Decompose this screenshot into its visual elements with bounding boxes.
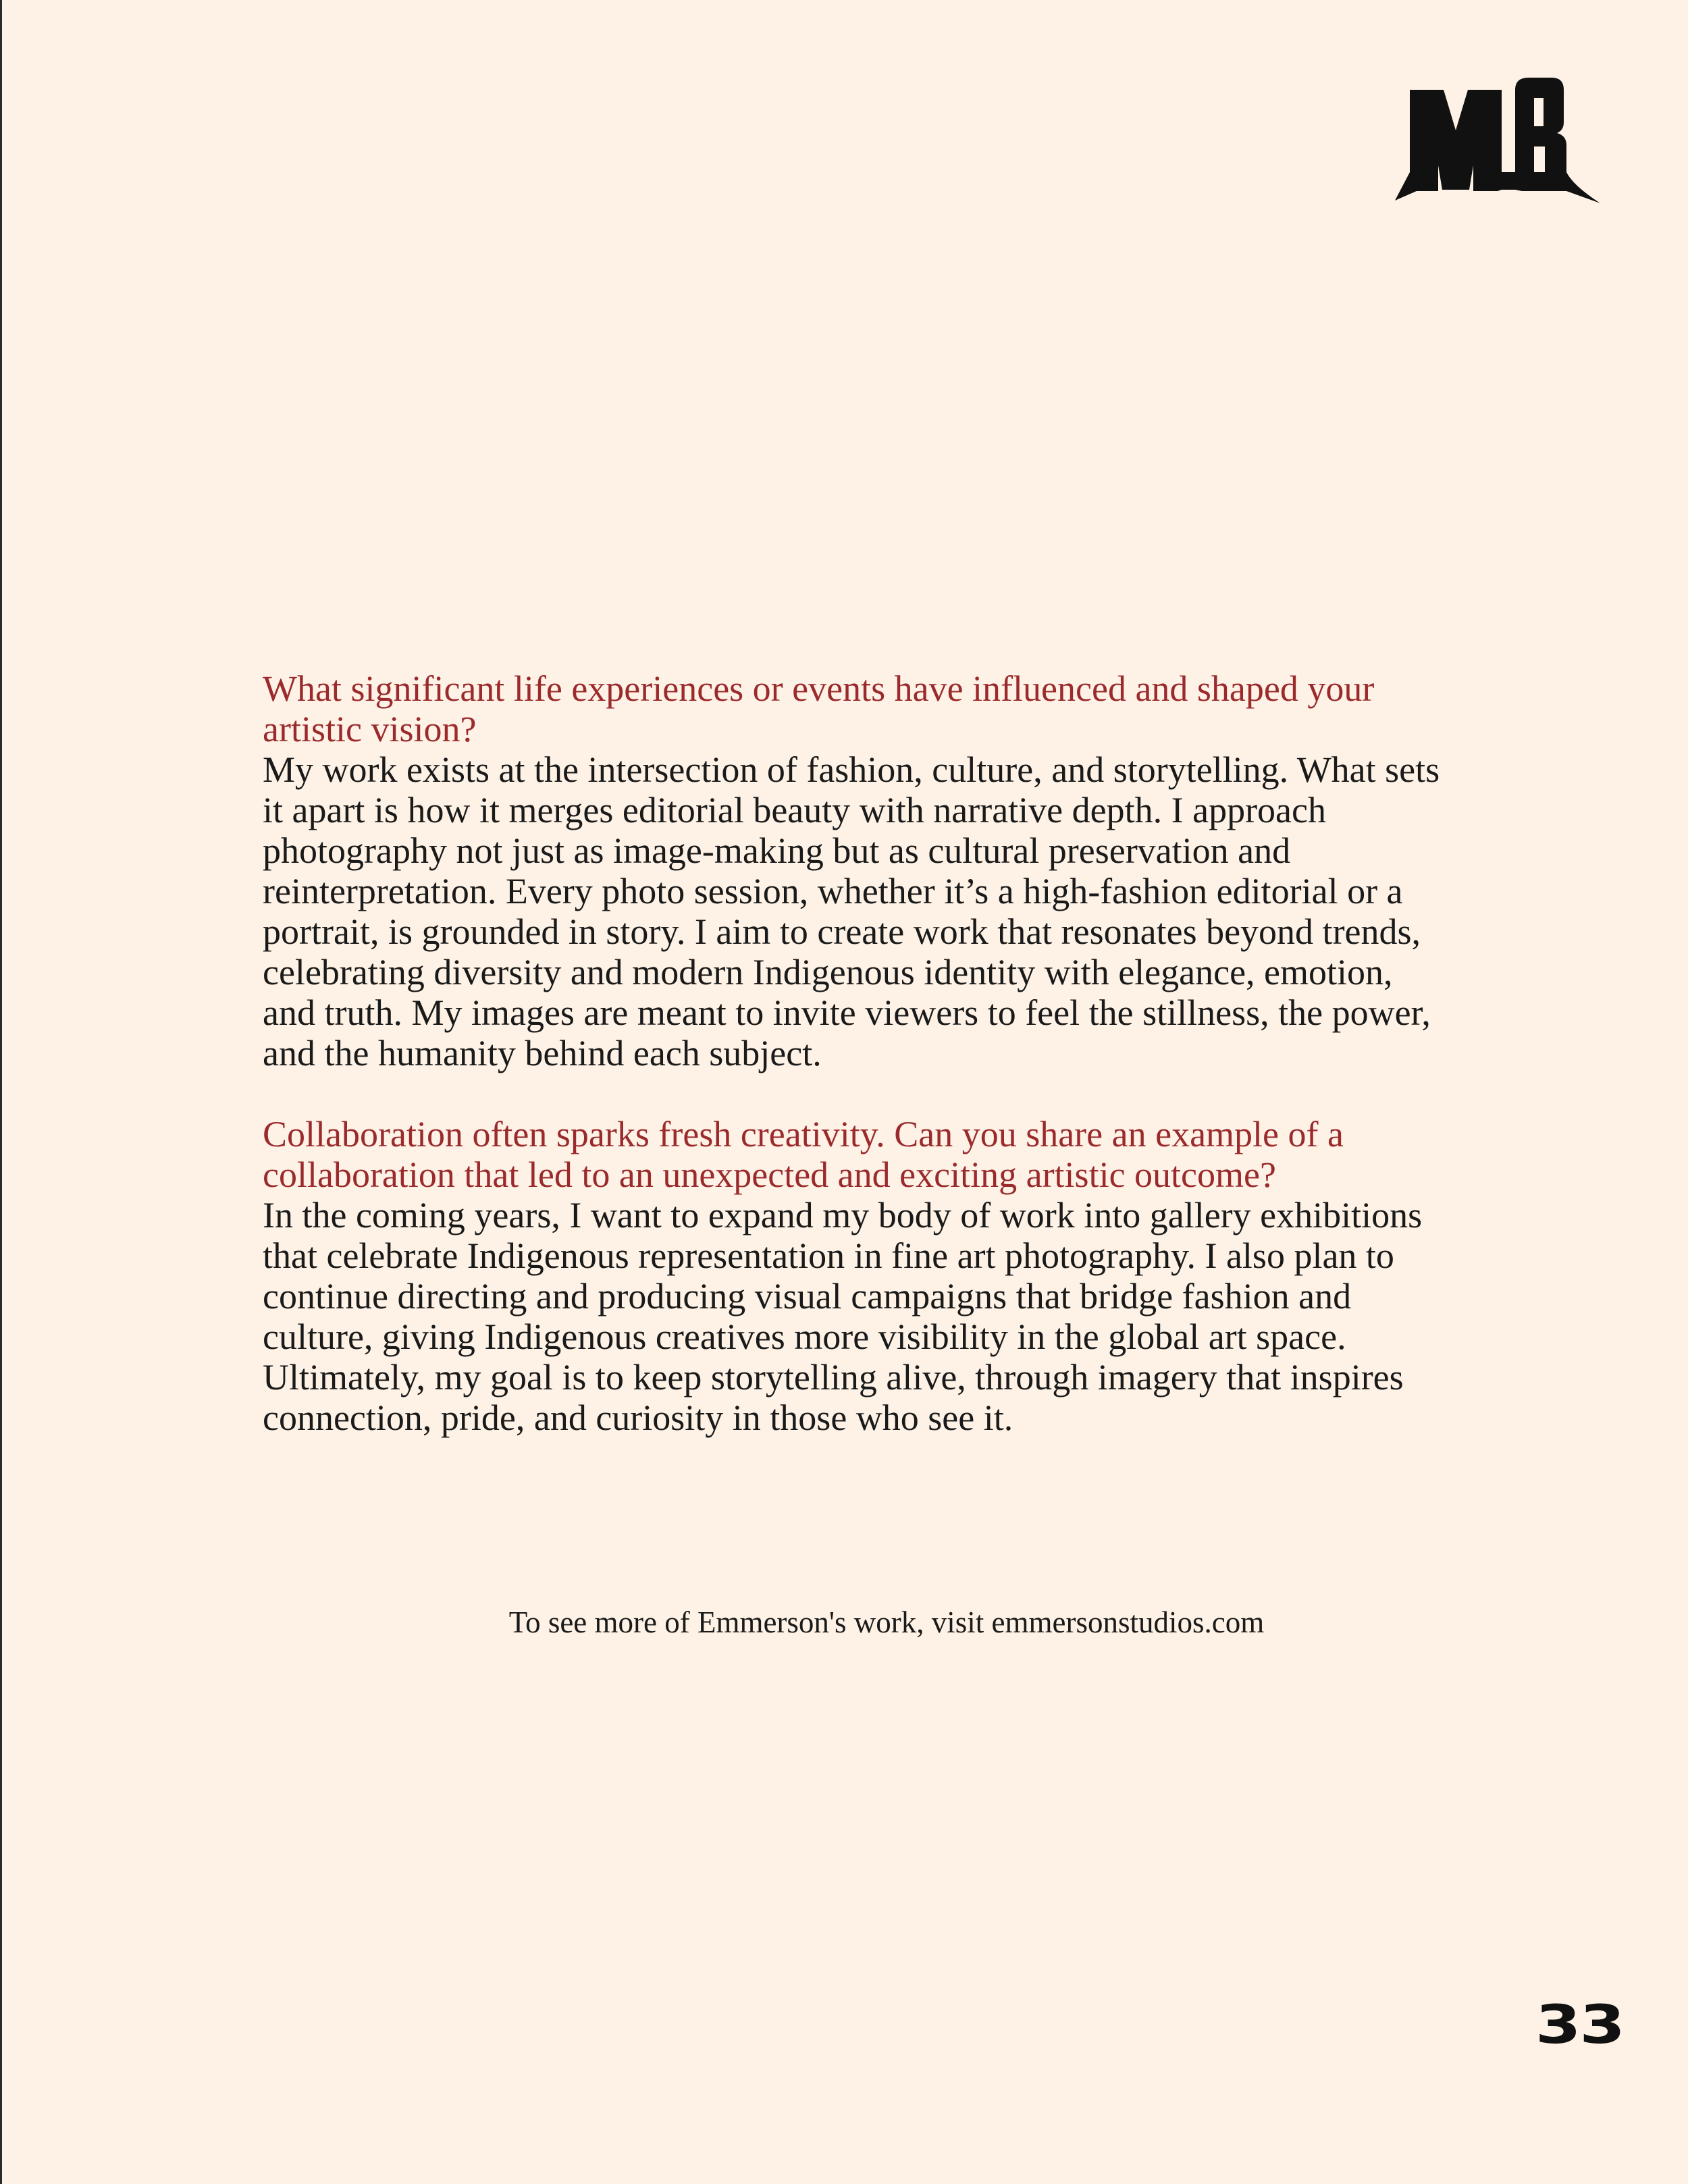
- interview-question: What significant life experiences or events have influenced and shaped your artistic vision?: [263, 668, 1375, 749]
- interview-answer: My work exists at the intersection of fashion, culture, and storytelling. What sets it apart is how it merges editorial beauty with narrative depth. I approach photography not just as image-making but as cultural preservation and reinterpretation. Every photo session, whether it’s a high-fashion editorial or a portrait, is grounded in story. I aim to create work that resonates beyond trends, celebrating diversity and modern Indigenous identity with elegance, emotion, and truth. My images are meant to invite viewers to feel the stillness, the power, and the humanity behind each subject.: [263, 749, 1440, 1073]
- interview-question: Collaboration often sparks fresh creativity. Can you share an example of a collaboration that led to an unexpected and exciting artistic outcome?: [263, 1114, 1344, 1195]
- mob-logo: [1390, 71, 1606, 206]
- qa-block: [263, 668, 1451, 1073]
- qa-block: [263, 1114, 1451, 1438]
- logo-text: MOB: [1496, 182, 1499, 183]
- page-number: 33: [1535, 1995, 1624, 2056]
- mob-logo-graphic: [1390, 71, 1606, 206]
- interview-answer: In the coming years, I want to expand my body of work into gallery exhibitions that celebrate Indigenous representation in fine art photography. I also plan to continue directing and producing visual campaigns that bridge fashion and culture, giving Indigenous creatives more visibility in the global art space. Ultimately, my goal is to keep storytelling alive, through imagery that inspires connection, pride, and curiosity in those who see it.: [263, 1195, 1423, 1438]
- website-note: To see more of Emmerson's work, visit emmersonstudios.com: [508, 1605, 1265, 1639]
- interview-article: [263, 668, 1451, 1438]
